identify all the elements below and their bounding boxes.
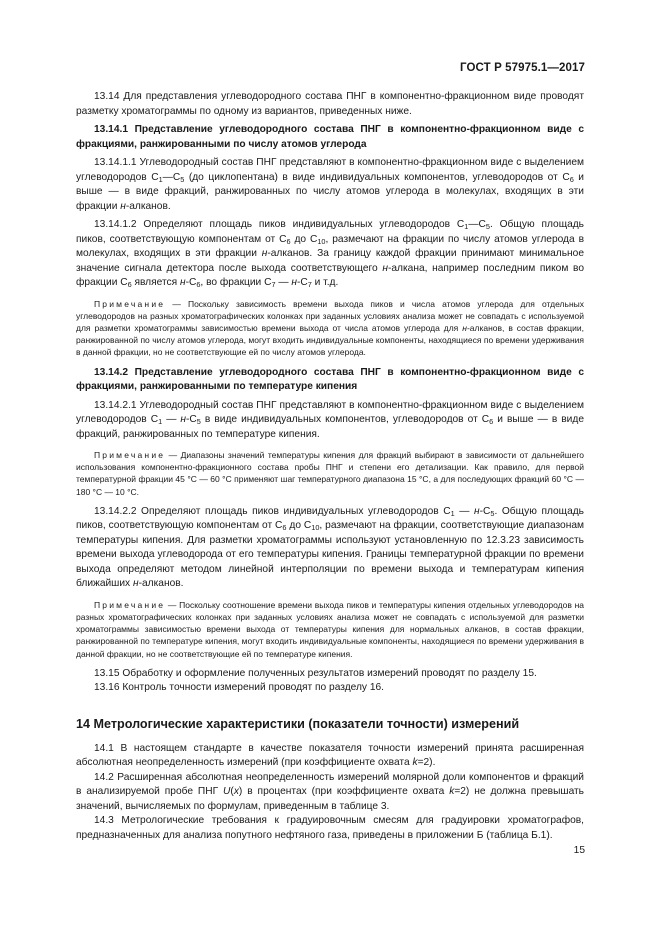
page-content (76, 90, 584, 843)
paragraph-13-15: 13.15 Обработку и оформление полученных результатов измерений проводят по разделу 15. (94, 667, 537, 679)
note-label: Примечание (94, 599, 166, 610)
document-code-header: ГОСТ Р 57975.1—2017 (460, 62, 585, 74)
note-1: Примечание — Поскольку зависимость времени выхода пиков и числа атомов углерода для отдельных углеводородов на разных хроматографических колонках при заданных условиях анализа может не совпадать с используемой для разметки хроматограммы зависимостью времени выхода от числа атомов углерода для н-алканов, в состав фракции, ранжированной по числу атомов углерода, могут входить индивидуальные компоненты, находящиеся по времени удерживания в данной фракции, но не соответствующие ей по числу атомов углерода. (76, 298, 585, 358)
note-label: Примечание (94, 450, 166, 461)
paragraph-13-16: 13.16 Контроль точности измерений проводят по разделу 16. (94, 682, 385, 694)
paragraph-13-14-1-2: 13.14.1.2 Определяют площадь пиков индивидуальных углеводородов $С_1—С_5$. Общую площадь пиков, соответствующую компонентам от $С_6$ до $С_{10}$, размечают на фракции по числу атомов углерода в молекулах, входящих в эти фракции н-алканов. За границу каждой фракции принимают минимальное значение сигнала детектора после выхода соответствующего н-алкана, например последним пиком во фракции $С_6$ является $н-С_6$, во фракции $С_7$ — $н-С_7$ и т.д. (76, 219, 584, 290)
page-number: 15 (573, 845, 585, 856)
paragraph-14-2: 14.2 Расширенная абсолютная неопределенность измерений молярной доли компонентов и фракций в анализируемой пробе ПНГ U(x) в процентах (при коэффициенте охвата k=2) не должна превышать значений, вычисляемых по формулам, приведенным в таблице 3. (76, 771, 584, 812)
paragraph-13-14-2-2: 13.14.2.2 Определяют площадь пиков индивидуальных углеводородов $С_1$ — $н-С_5$. Общую площадь пиков, соответствующую компонентам от $С_6$ до $С_{10}$, размечают на фракции, соответствующие диапазонам температуры кипения. Для разметки хроматограммы используют установленную по 12.3.23 зависимость времени выхода углеводорода от его температуры кипения. Границы температурной фракции по времени выхода определяют методом линейной интерполяции по времени выхода и температурам кипения ближайших н-алканов. (76, 505, 585, 590)
paragraph-13-14: 13.14 Для представления углеводородного состава ПНГ в компонентно-фракционном виде проводят разметку хроматограммы по одному из вариантов, приведенных ниже. (76, 91, 584, 117)
note-3: Примечание — Поскольку соотношение времени выхода пиков и температуры кипения отдельных углеводородов на разных хроматографических колонках при заданных условиях анализа может не совпадать с используемой для разметки хроматограммы зависимостью времени выхода от температуры кипения для нормальных алканов, в состав фракции, ранжированной по температуре кипения, могут входить индивидуальные компоненты, находящиеся по времени удерживания в данной фракции, но не соответствующие ей по температуре кипения. (76, 599, 584, 659)
subheading-13-14-2: 13.14.2 Представление углеводородного состава ПНГ в компонентно-фракционном виде с фракциями, ранжированными по температуре кипения (76, 366, 584, 393)
section-heading-14: 14 Метрологические характеристики (показатели точности) измерений (76, 716, 520, 731)
subheading-13-14-1: 13.14.1 Представление углеводородного состава ПНГ в компонентно-фракционном виде с фракциями, ранжированными по числу атомов углерода (76, 124, 584, 150)
note-2: Примечание — Диапазоны значений температуры кипения для фракций выбирают в зависимости от дальнейшего использования компонентно-фракционного состава пробы ПНГ и степени его детализации. Как правило, для первой температурной фракции 45 °С — 60 °С применяют шаг температурного диапазона 15 °С, а для последующих фракций 60 °С — 180 °С — 10 °С. (76, 450, 584, 497)
paragraph-14-3: 14.3 Метрологические требования к градуировочным смесям для градуировки хроматографов, предназначенных для анализа попутного нефтяного газа, приведены в приложении Б (таблица Б.1). (76, 815, 584, 841)
paragraph-13-14-1-1: 13.14.1.1 Углеводородный состав ПНГ представляют в компонентно-фракционном виде с выделением углеводородов $С_1—С_5$ (до циклопентана) в виде индивидуальных компонентов, углеводородов от $С_6$ и выше — в виде фракций, ранжированных по числу атомов углерода в молекулах, входящих в эти фракции н-алканов. (76, 157, 584, 212)
note-label: Примечание (94, 298, 166, 309)
paragraph-14-1: 14.1 В настоящем стандарте в качестве показателя точности измерений принята расширенная абсолютная неопределенность измерений (при коэффициенте охвата k=2). (76, 742, 584, 769)
paragraph-13-14-2-1: 13.14.2.1 Углеводородный состав ПНГ представляют в компонентно-фракционном виде с выделением углеводородов $С_1$ — $н-С_5$ в виде индивидуальных компонентов, углеводородов от $С_6$ и выше — в виде фракций, ранжированных по температуре кипения. (76, 399, 584, 440)
